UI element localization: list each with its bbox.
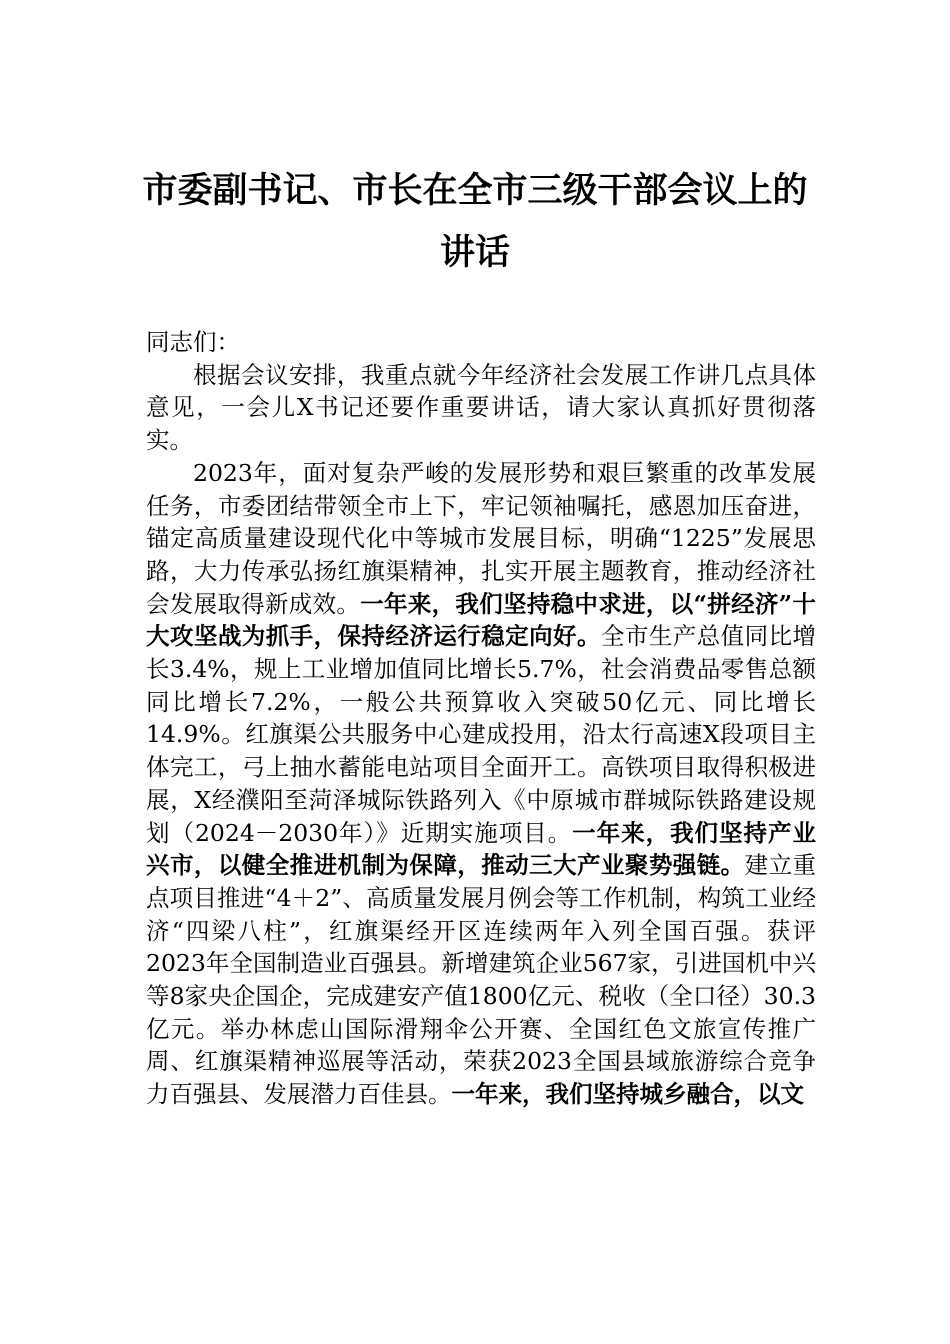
salutation: 同志们： [146,328,240,356]
document-title: 市委副书记、市长在全市三级干部会议上的讲话 [142,170,808,273]
paragraph-text: 根据会议安排，我重点就今年经济社会发展工作讲几点具体意见，一会儿X书记还要作重要讲话，请大家认真抓好贯彻落实。 [146,360,816,455]
bold-heading-urban-rural: 一年来，我们坚持城乡融合，以文 [451,1080,804,1109]
paragraph-review [146,457,816,1111]
paragraph-text: 建立重点项目推进“4＋2”、高质量发展月例会等工作机制，构筑工业经济“四梁八柱”，红旗渠经开区连续两年入列全国百强。获评2023年全国制造业百强县。新增建筑企业567家，引进国机中兴等8家央企国企，完成建安产值1800亿元、税收（全口径）30.3亿元。举办林虑山国际滑翔伞公开赛、全国红色文旅宣传推广周、红旗渠精神巡展等活动，荣获2023全国县域旅游综合竞争力百强县、发展潜力百佳县。 [146,851,817,1109]
bold-heading-industry: 一年来，我们坚持产业兴市，以健全推进机制为保障，推动三大产业聚势强链。 [146,818,816,880]
paragraph-text: 全市生产总值同比增长3.4%，规上工业增加值同比增长5.7%，社会消费品零售总额同比增长7.2%，一般公共预算收入突破50亿元、同比增长14.9%。红旗渠公共服务中心建成投用，沿太行高速X段项目主体完工，弓上抽水蓄能电站项目全面开工。高铁项目取得积极进展，X经濮阳至菏泽城际铁路列入《中原城市群城际铁路建设规划（2024－2030年）》近期实施项目。 [146,622,817,847]
paragraph-text: 2023年，面对复杂严峻的发展形势和艰巨繁重的改革发展任务，市委团结带领全市上下，牢记领袖嘱托，感恩加压奋进，锚定高质量建设现代化中等城市发展目标，明确“1225”发展思路，大力传承弘扬红旗渠精神，扎实开展主题教育，推动经济社会发展取得新成效。 [146,458,816,618]
bold-heading-economy: 一年来，我们坚持稳中求进，以“拼经济”十大攻坚战为抓手，保持经济运行稳定向好。 [146,589,816,651]
paragraph-intro [146,359,816,457]
document-body [146,326,816,1111]
